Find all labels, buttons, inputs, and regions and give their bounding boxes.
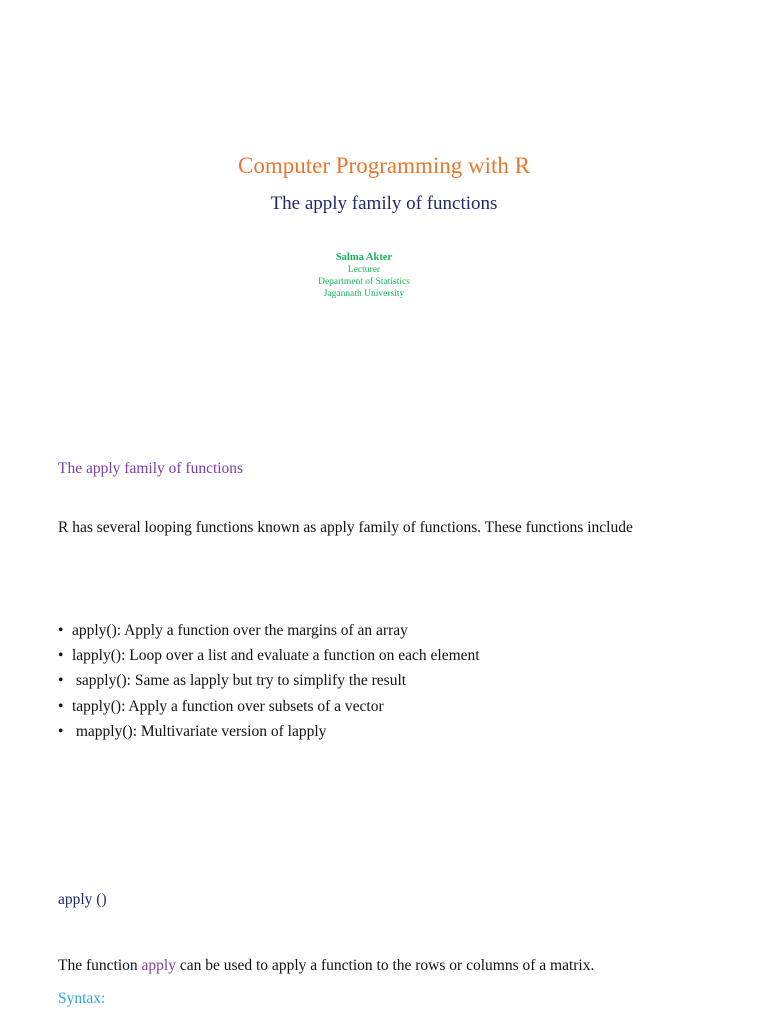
author-university: Jagannath University bbox=[323, 289, 405, 299]
list-item-text: lapply(): Loop over a list and evaluate a function on each element bbox=[72, 647, 480, 665]
document-subtitle: The apply family of functions bbox=[270, 193, 498, 214]
list-item-text: tapply(): Apply a function over subsets of a vector bbox=[72, 697, 384, 715]
author-block bbox=[0, 252, 728, 300]
author-position: Lecturer bbox=[347, 265, 381, 275]
list-item-text: sapply(): Same as lapply but try to simplify the result bbox=[72, 672, 407, 690]
bullet-icon: • bbox=[58, 697, 64, 715]
list-item bbox=[58, 620, 480, 645]
document-title: Computer Programming with R bbox=[238, 153, 530, 178]
description-text: The function bbox=[58, 957, 142, 974]
apply-description bbox=[58, 957, 594, 975]
list-item bbox=[58, 721, 480, 746]
bullet-icon: • bbox=[58, 622, 64, 639]
list-item bbox=[58, 645, 480, 670]
apply-keyword: apply bbox=[141, 957, 176, 974]
list-item bbox=[58, 696, 480, 721]
bullet-icon: • bbox=[58, 647, 64, 665]
author-department: Department of Statistics bbox=[318, 277, 410, 287]
bullet-icon: • bbox=[58, 672, 64, 690]
function-list bbox=[58, 620, 480, 746]
author-name: Salma Akter bbox=[335, 252, 393, 263]
description-text: can be used to apply a function to the rows or columns of a matrix. bbox=[175, 957, 595, 974]
list-item bbox=[58, 670, 480, 695]
intro-paragraph: R has several looping functions known as apply family of functions. These functions include bbox=[58, 519, 633, 536]
list-item-text: apply(): Apply a function over the margins of an array bbox=[72, 622, 408, 639]
apply-heading: apply () bbox=[58, 891, 107, 908]
list-item-text: mapply(): Multivariate version of lapply bbox=[72, 722, 327, 740]
section-heading: The apply family of functions bbox=[58, 460, 244, 477]
syntax-label: Syntax: bbox=[58, 990, 106, 1007]
bullet-icon: • bbox=[58, 722, 64, 740]
